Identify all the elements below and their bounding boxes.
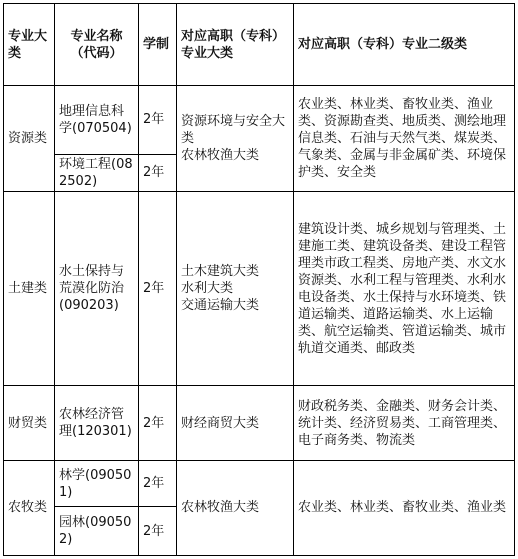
major-cell: 环境工程(082502) — [55, 154, 139, 191]
header-row — [4, 4, 515, 86]
category-cell: 农牧类 — [4, 460, 55, 555]
hv-sub-cell: 农业类、林业类、畜牧业类、渔业类 — [294, 460, 515, 555]
hv-sub-cell: 财政税务类、金融类、财务会计类、统计类、经济贸易类、工商管理类、电子商务类、物流类 — [294, 386, 515, 461]
hv-category-cell: 资源环境与安全大类 农林牧渔大类 — [177, 86, 294, 192]
hv-sub-cell: 建筑设计类、城乡规划与管理类、土建施工类、建筑设备类、建设工程管理类市政工程类、房地产类、水文水资源类、水利工程与管理类、水利水电设备类、水土保持与水环境类、铁道运输类、道路运输类、水上运输类、航空运输类、管道运输类、城市轨道交通类、邮政类 — [294, 192, 515, 386]
duration-cell: 2年 — [139, 154, 177, 191]
duration-cell: 2年 — [139, 86, 177, 155]
hv-sub-cell: 农业类、林业类、畜牧业类、渔业类、资源勘查类、地质类、测绘地理信息类、石油与天然气类、煤炭类、气象类、金属与非金属矿类、环境保护类、安全类 — [294, 86, 515, 192]
table-row — [4, 86, 515, 155]
category-cell: 资源类 — [4, 86, 55, 192]
major-cell: 园林(090502) — [55, 507, 139, 556]
table-row — [4, 460, 515, 506]
hv-category-cell: 土木建筑大类 水利大类 交通运输大类 — [177, 192, 294, 386]
hv-category-cell: 农林牧渔大类 — [177, 460, 294, 555]
major-cell: 水土保持与荒漠化防治(090203) — [55, 192, 139, 386]
header-category: 专业大类 — [4, 4, 55, 86]
header-hv-category: 对应高职（专科）专业大类 — [177, 4, 294, 86]
duration-cell: 2年 — [139, 460, 177, 506]
header-hv-sub: 对应高职（专科）专业二级类 — [294, 4, 515, 86]
table-row — [4, 192, 515, 386]
duration-cell: 2年 — [139, 386, 177, 461]
category-cell: 土建类 — [4, 192, 55, 386]
duration-cell: 2年 — [139, 192, 177, 386]
program-table — [3, 3, 515, 556]
hv-category-cell: 财经商贸大类 — [177, 386, 294, 461]
table-row — [4, 386, 515, 461]
major-cell: 林学(090501) — [55, 460, 139, 506]
header-duration: 学制 — [139, 4, 177, 86]
header-major: 专业名称（代码） — [55, 4, 139, 86]
major-cell: 农林经济管理(120301) — [55, 386, 139, 461]
duration-cell: 2年 — [139, 507, 177, 556]
major-cell: 地理信息科学(070504) — [55, 86, 139, 155]
category-cell: 财贸类 — [4, 386, 55, 461]
